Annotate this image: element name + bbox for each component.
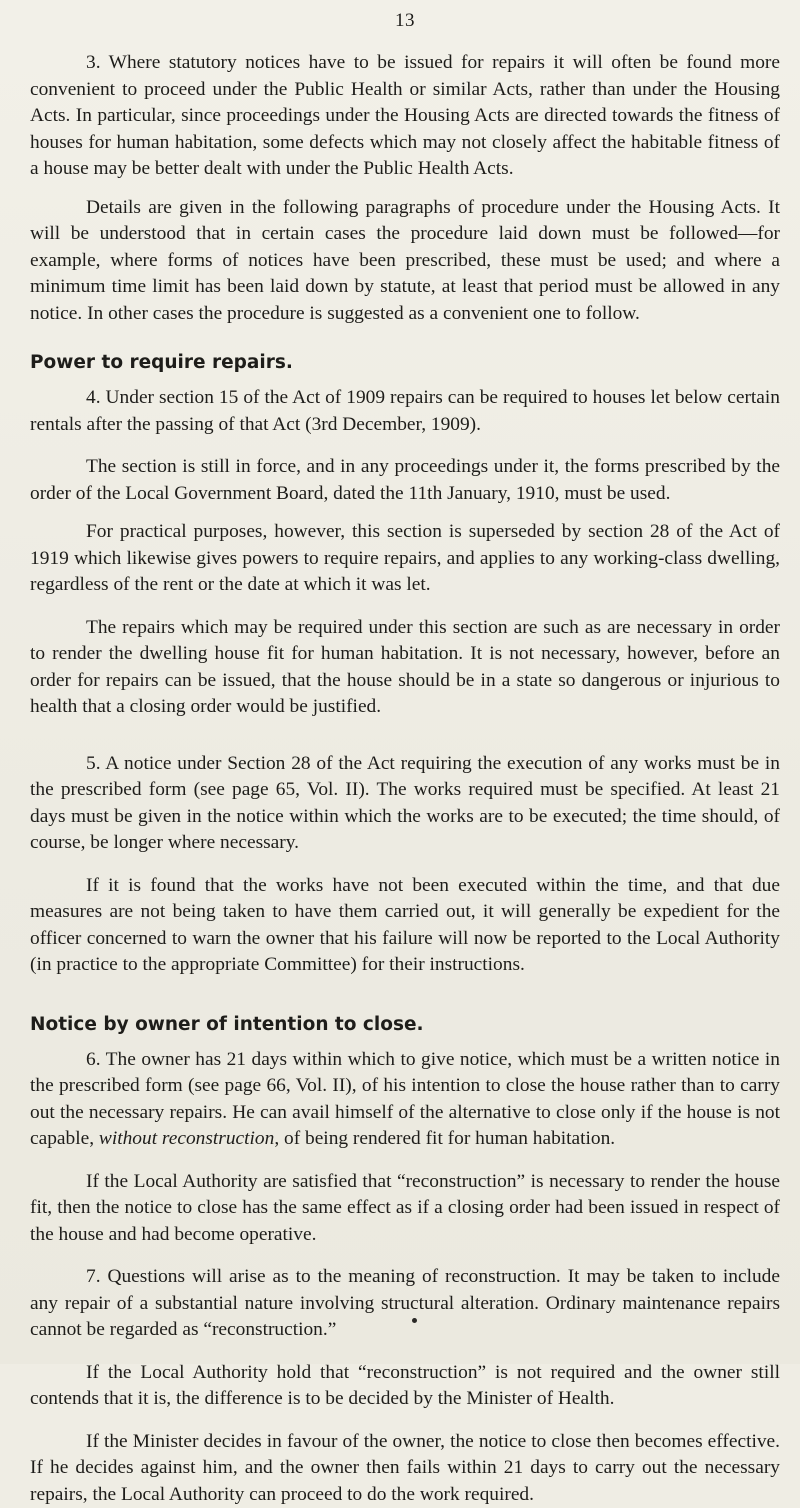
paragraph-6-text-a: 6. The owner has 21 days within which to give notice, which must be a written notice in the prescribed form (see page 66, Vol. II), of his intention to close the house rather than to carry out the necessary repairs. He can avail himself of the alternative to close only if the house is not capable, [30, 1049, 780, 1150]
paragraph-authority-satisfied: If the Local Authority are satisfied that “reconstruction” is necessary to render the house fit, then the notice to close has the same effect as if a closing order had been issued in respect of the house and had become operative. [30, 1169, 780, 1249]
paragraph-not-required: If the Local Authority hold that “reconstruction” is not required and the owner still contends that it is, the difference is to be decided by the Minister of Health. [30, 1360, 780, 1413]
paragraph-5: 5. A notice under Section 28 of the Act requiring the execution of any works must be in the prescribed form (see page 65, Vol. II). The works required must be specified. At least 21 days must be given in the notice within which the works are to be executed; the time should, of course, be longer where necessary. [30, 751, 780, 857]
paragraph-4: 4. Under section 15 of the Act of 1909 repairs can be required to houses let below certain rentals after the passing of that Act (3rd December, 1909). [30, 385, 780, 438]
paragraph-6-emphasis: without reconstruction [99, 1128, 274, 1149]
paragraph-if-found: If it is found that the works have not been executed within the time, and that due measures are not being taken to have them carried out, it will generally be expedient for the officer concerned to warn the owner that his failure will now be reported to the Local Authority (in practice to the appropriate Committee) for their instructions. [30, 873, 780, 979]
heading-notice-by-owner: Notice by owner of intention to close. [30, 1013, 780, 1037]
paragraph-7: 7. Questions will arise as to the meaning of reconstruction. It may be taken to include any repair of a substantial nature involving structural alteration. Ordinary maintenance repairs cannot be regarded as “reconstruction.” [30, 1264, 780, 1344]
ink-dot [412, 1318, 417, 1323]
paragraph-section-in-force: The section is still in force, and in any proceedings under it, the forms prescribed by the order of the Local Government Board, dated the 11th January, 1910, must be used. [30, 454, 780, 507]
paragraph-repairs-required: The repairs which may be required under this section are such as are necessary in order to render the dwelling house fit for human habitation. It is not necessary, however, before an order for repairs can be issued, that the house should be in a state so dangerous or injurious to health that a closing order would be justified. [30, 615, 780, 721]
paragraph-6 [30, 1047, 780, 1153]
heading-power-to-require-repairs: Power to require repairs. [30, 351, 780, 375]
paragraph-practical-purposes: For practical purposes, however, this section is superseded by section 28 of the Act of 1919 which likewise gives powers to require repairs, and applies to any working-class dwelling, regardless of the rent or the date at which it was let. [30, 519, 780, 599]
paragraph-minister-decides: If the Minister decides in favour of the owner, the notice to close then becomes effective. If he decides against him, and the owner then fails within 21 days to carry out the necessary repairs, the Local Authority can proceed to do the work required. [30, 1429, 780, 1508]
page-number: 13 [30, 10, 780, 32]
paragraph-3: 3. Where statutory notices have to be issued for repairs it will often be found more convenient to proceed under the Public Health or similar Acts, rather than under the Housing Acts. In particular, since proceedings under the Housing Acts are directed towards the fitness of houses for human habitation, some defects which may not closely affect the habitable fitness of a house may be better dealt with under the Public Health Acts. [30, 50, 780, 183]
paragraph-6-text-b: , of being rendered fit for human habitation. [274, 1128, 615, 1149]
paragraph-details: Details are given in the following paragraphs of procedure under the Housing Acts. It will be understood that in certain cases the procedure laid down must be followed—for example, where forms of notices have been prescribed, these must be used; and where a minimum time limit has been laid down by statute, at least that period must be allowed in any notice. In other cases the procedure is suggested as a convenient one to follow. [30, 195, 780, 328]
